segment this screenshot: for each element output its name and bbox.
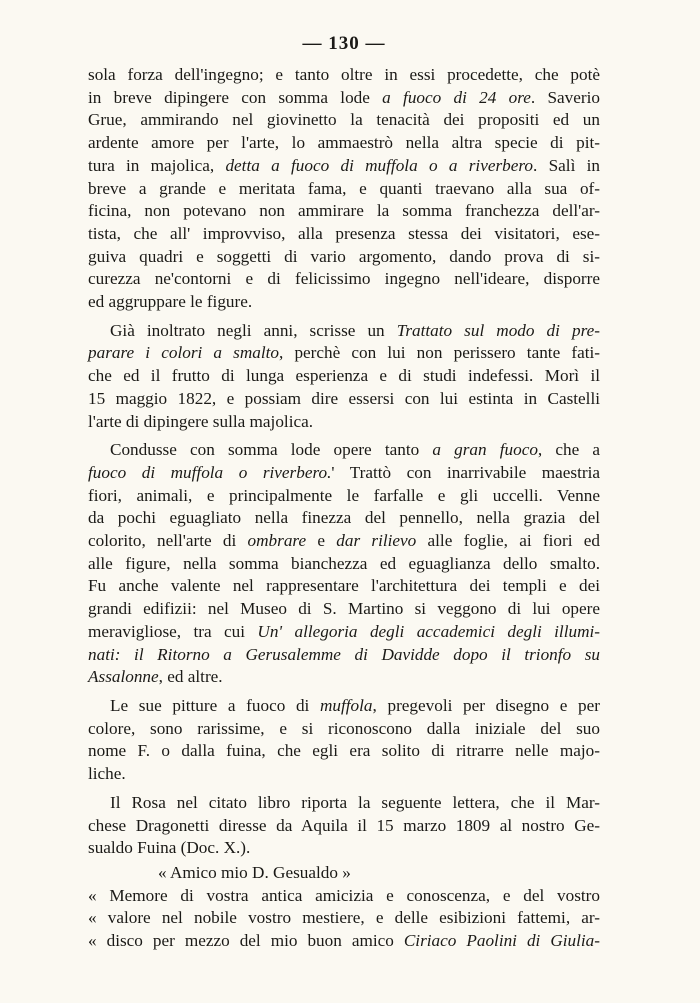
- text-line: colore, sono rarissime, e si riconoscono dalla iniziale del suo: [88, 718, 600, 738]
- text-line: Assalonne, ed altre.: [88, 667, 223, 687]
- text-line: colorito, nell'arte di ombrare e dar rilievo alle foglie, ai fiori ed: [88, 531, 600, 551]
- text-line: breve a grande e meritata fama, e quanti traevano alla sua of-: [88, 178, 600, 198]
- paragraph: [88, 320, 600, 434]
- text-line: parare i colori a smalto, perchè con lui non perissero tante fati-: [88, 343, 600, 363]
- text-line: Condusse con somma lode opere tanto a gran fuoco, che a: [110, 440, 601, 460]
- text-line: sola forza dell'ingegno; e tanto oltre in essi procedette, che potè: [88, 65, 600, 84]
- text-line: alle figure, nella somma bianchezza ed eguaglianza dello smalto.: [88, 553, 600, 573]
- text-line: curezza ne'contorni e di felicissimo ingegno nell'ideare, disporre: [88, 269, 600, 289]
- body-text: [88, 64, 600, 953]
- text-line: ardente amore per l'arte, lo ammaestrò nella altra specie di pit-: [88, 133, 600, 153]
- paragraph: [88, 695, 600, 786]
- text-line: ficina, non potevano non ammirare la somma franchezza dell'ar-: [88, 201, 600, 221]
- text-line: da pochi eguagliato nella finezza del pennello, nella grazia del: [88, 508, 600, 528]
- page-number: — 130 —: [302, 33, 386, 54]
- letter-salutation: « Amico mio D. Gesualdo »: [158, 862, 351, 882]
- text-line: Grue, ammirando nel giovinetto la tenacità dei propositi ed un: [88, 110, 600, 130]
- text-line: fiori, animali, e principalmente le farfalle e gli uccelli. Venne: [88, 485, 600, 505]
- quote-line: « disco per mezzo del mio buon amico Ciriaco Paolini di Giulia-: [88, 931, 600, 951]
- text-line: 15 maggio 1822, e possiam dire essersi con lui estinta in Castelli: [88, 388, 600, 408]
- paragraph: [88, 64, 600, 314]
- text-line: Il Rosa nel citato libro riporta la seguente lettera, che il Mar-: [110, 792, 600, 812]
- text-line: liche.: [88, 764, 126, 784]
- text-line: guiva quadri e soggetti di vario argomento, dando prova di si-: [88, 246, 600, 266]
- paragraph: [88, 439, 600, 689]
- text-line: Le sue pitture a fuoco di muffola, pregevoli per disegno e per: [110, 695, 600, 715]
- paragraph: [88, 792, 600, 860]
- text-line: che ed il frutto di lunga esperienza e di studi indefessi. Morì il: [88, 366, 600, 386]
- letter-quote: [88, 885, 600, 953]
- text-line: nome F. o dalla fuina, che egli era solito di ritrarre nelle majo-: [88, 741, 600, 761]
- text-line: chese Dragonetti diresse da Aquila il 15 marzo 1809 al nostro Ge-: [88, 815, 600, 835]
- quote-line: « Memore di vostra antica amicizia e conoscenza, e del vostro: [88, 885, 600, 905]
- text-line: tista, che all' improvviso, alla presenza stessa dei visitatori, ese-: [88, 223, 600, 243]
- text-line: fuoco di muffola o riverbero.' Trattò con inarrivabile maestria: [88, 462, 600, 482]
- text-line: Fu anche valente nel rappresentare l'architettura dei templi e dei: [88, 576, 600, 596]
- quote-line: « valore nel nobile vostro mestiere, e delle esibizioni fattemi, ar-: [88, 908, 600, 928]
- text-line: grandi edifizii: nel Museo di S. Martino si veggono di lui opere: [88, 599, 600, 619]
- text-line: l'arte di dipingere sulla majolica.: [88, 411, 314, 431]
- text-line: tura in majolica, detta a fuoco di muffola o a riverbero. Salì in: [88, 155, 601, 175]
- text-line: sualdo Fuina (Doc. X.).: [88, 838, 251, 858]
- text-line: Già inoltrato negli anni, scrisse un Trattato sul modo di pre-: [110, 320, 600, 340]
- text-line: meravigliose, tra cui Un' allegoria degli accademici degli illumi-: [88, 621, 600, 641]
- text-line: in breve dipingere con somma lode a fuoco di 24 ore. Saverio: [88, 87, 600, 107]
- text-line: ed aggruppare le figure.: [88, 292, 253, 312]
- text-line: nati: il Ritorno a Gerusalemme di Davidde dopo il trionfo su: [88, 644, 600, 664]
